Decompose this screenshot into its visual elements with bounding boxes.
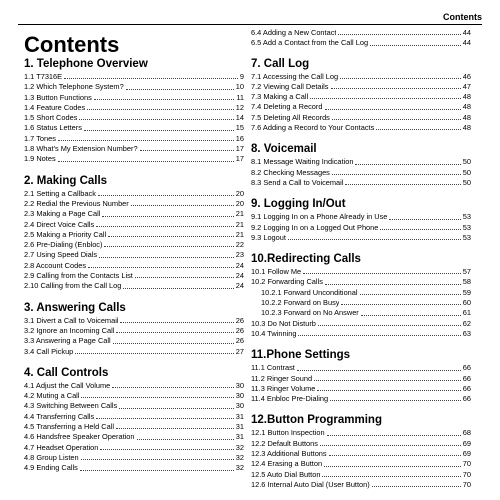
toc-entry-title: 4.7 Headset Operation bbox=[24, 442, 99, 452]
toc-continued-entries bbox=[251, 28, 471, 49]
toc-page-number: 30 bbox=[235, 391, 244, 401]
dot-leader bbox=[320, 445, 461, 446]
toc-entry[interactable] bbox=[24, 199, 244, 209]
dot-leader bbox=[96, 226, 234, 227]
dot-leader bbox=[126, 89, 234, 90]
toc-page-number: 70 bbox=[462, 469, 471, 479]
toc-page-number: 66 bbox=[462, 363, 471, 373]
toc-entry[interactable] bbox=[24, 432, 244, 442]
toc-entry[interactable] bbox=[24, 261, 244, 271]
toc-page-number: 48 bbox=[462, 92, 471, 102]
toc-page-number: 30 bbox=[235, 380, 244, 390]
toc-page-number: 66 bbox=[462, 383, 471, 393]
toc-entry-title: 12.4 Erasing a Button bbox=[251, 459, 323, 469]
toc-entry[interactable] bbox=[24, 391, 244, 401]
toc-page-number: 27 bbox=[235, 346, 244, 356]
dot-leader bbox=[87, 109, 234, 110]
toc-page-number: 58 bbox=[462, 277, 471, 287]
toc-entry[interactable] bbox=[24, 103, 244, 113]
toc-entry-title: 2.9 Calling from the Contacts List bbox=[24, 271, 133, 281]
dot-leader bbox=[370, 45, 461, 46]
dot-leader bbox=[318, 325, 461, 326]
toc-entry[interactable] bbox=[251, 102, 471, 112]
toc-entry[interactable] bbox=[251, 168, 471, 178]
dot-leader bbox=[389, 219, 460, 220]
toc-entry-title: 3.3 Answering a Page Call bbox=[24, 336, 111, 346]
toc-right-column bbox=[251, 28, 471, 490]
toc-section-heading[interactable]: 9. Logging In/Out bbox=[251, 198, 346, 211]
toc-page-number: 21 bbox=[235, 219, 244, 229]
toc-entry[interactable] bbox=[251, 329, 471, 339]
toc-entry[interactable] bbox=[251, 459, 471, 469]
toc-section-heading[interactable]: 8. Voicemail bbox=[251, 143, 317, 156]
toc-entry-title: 11.4 Enbloc Pre-Dialing bbox=[251, 394, 329, 404]
toc-entry-title: 4.6 Handsfree Speaker Operation bbox=[24, 432, 135, 442]
toc-page-number: 24 bbox=[235, 281, 244, 291]
toc-page-number: 50 bbox=[462, 177, 471, 187]
dot-leader bbox=[340, 78, 461, 79]
toc-section-heading[interactable]: 10.Redirecting Calls bbox=[251, 253, 361, 266]
dot-leader bbox=[79, 119, 233, 120]
toc-page-number: 44 bbox=[462, 38, 471, 48]
toc-page-number: 48 bbox=[462, 102, 471, 112]
toc-entry[interactable] bbox=[251, 157, 471, 167]
toc-page-number: 70 bbox=[462, 459, 471, 469]
toc-page-number: 32 bbox=[235, 442, 244, 452]
toc-entry[interactable] bbox=[251, 288, 471, 298]
toc-entry-title: 7.1 Accessing the Call Log bbox=[251, 71, 339, 81]
toc-entry-title: 2.7 Using Speed Dials bbox=[24, 250, 98, 260]
dot-leader bbox=[360, 294, 461, 295]
toc-entry-title: 6.5 Add a Contact from the Call Log bbox=[251, 38, 369, 48]
toc-entry[interactable] bbox=[24, 189, 244, 199]
toc-page-number: 44 bbox=[462, 28, 471, 37]
toc-section-heading[interactable]: 12.Button Programming bbox=[251, 414, 382, 427]
toc-entry-title: 1.7 Tones bbox=[24, 133, 56, 143]
toc-page-number: 69 bbox=[462, 438, 471, 448]
toc-entry-title: 4.1 Adjust the Call Volume bbox=[24, 380, 111, 390]
toc-entry[interactable] bbox=[251, 374, 471, 384]
dot-leader bbox=[137, 439, 234, 440]
dot-leader bbox=[140, 150, 234, 151]
toc-entry[interactable] bbox=[24, 453, 244, 463]
toc-entry-title: 1.5 Short Codes bbox=[24, 113, 78, 123]
toc-section bbox=[251, 412, 471, 490]
dot-leader bbox=[80, 470, 234, 471]
toc-entry-title: 10.1 Follow Me bbox=[251, 267, 302, 277]
toc-entry[interactable] bbox=[251, 319, 471, 329]
toc-page-number: 68 bbox=[462, 428, 471, 438]
dot-leader bbox=[329, 455, 461, 456]
toc-entry-title: 4.2 Muting a Call bbox=[24, 391, 80, 401]
toc-section-heading[interactable]: 7. Call Log bbox=[251, 57, 310, 70]
toc-entry[interactable] bbox=[24, 347, 244, 357]
dot-leader bbox=[75, 353, 233, 354]
toc-section-heading[interactable]: 3. Answering Calls bbox=[24, 301, 126, 314]
toc-entry[interactable] bbox=[24, 250, 244, 260]
toc-entry[interactable] bbox=[251, 428, 471, 438]
toc-page-number: 53 bbox=[462, 222, 471, 232]
dot-leader bbox=[376, 129, 461, 130]
toc-entry-title: 10.2.2 Forward on Busy bbox=[261, 298, 340, 308]
toc-entry[interactable] bbox=[24, 154, 244, 164]
dot-leader bbox=[135, 277, 234, 278]
dot-leader bbox=[325, 109, 461, 110]
toc-entry[interactable] bbox=[24, 463, 244, 473]
dot-leader bbox=[99, 257, 234, 258]
toc-entry[interactable] bbox=[251, 267, 471, 277]
toc-page-number: 21 bbox=[235, 209, 244, 219]
toc-page-number: 47 bbox=[462, 81, 471, 91]
toc-entry-title: 7.4 Deleting a Record bbox=[251, 102, 323, 112]
toc-entry-title: 7.6 Adding a Record to Your Contacts bbox=[251, 123, 375, 133]
toc-entry-title: 2.10 Calling from the Call Log bbox=[24, 281, 122, 291]
toc-section bbox=[251, 196, 471, 243]
toc-page-number: 66 bbox=[462, 394, 471, 404]
toc-entry[interactable] bbox=[251, 384, 471, 394]
toc-page-number: 31 bbox=[235, 411, 244, 421]
toc-entry[interactable] bbox=[24, 113, 244, 123]
toc-entry-title: 12.3 Additional Buttons bbox=[251, 449, 327, 459]
toc-entry[interactable] bbox=[24, 316, 244, 326]
toc-entry-title: 10.4 Twinning bbox=[251, 328, 297, 338]
toc-page-number: 53 bbox=[462, 212, 471, 222]
toc-page-number: 32 bbox=[235, 463, 244, 473]
toc-entry[interactable] bbox=[24, 220, 244, 230]
dot-leader bbox=[288, 239, 461, 240]
toc-entry-title: 4.4 Transferring Calls bbox=[24, 411, 95, 421]
toc-page-number: 30 bbox=[235, 401, 244, 411]
toc-entry[interactable] bbox=[24, 134, 244, 144]
toc-page-number: 22 bbox=[235, 240, 244, 250]
toc-entry-title: 1.2 Which Telephone System? bbox=[24, 82, 124, 92]
toc-entry-title: 3.4 Call Pickup bbox=[24, 346, 74, 356]
toc-page-number: 9 bbox=[239, 72, 244, 81]
toc-entry-title: 2.8 Account Codes bbox=[24, 260, 87, 270]
dot-leader bbox=[324, 466, 461, 467]
toc-page-number: 11 bbox=[236, 92, 244, 102]
dot-leader bbox=[81, 459, 234, 460]
toc-entry[interactable] bbox=[251, 277, 471, 287]
dot-leader bbox=[116, 428, 234, 429]
toc-page-number: 66 bbox=[462, 373, 471, 383]
toc-entry[interactable] bbox=[24, 123, 244, 133]
toc-entry-title: 9.2 Logging In on a Logged Out Phone bbox=[251, 222, 379, 232]
toc-entry-title: 7.2 Viewing Call Details bbox=[251, 81, 329, 91]
toc-entry[interactable] bbox=[24, 443, 244, 453]
toc-entry[interactable] bbox=[251, 72, 471, 82]
toc-page-number: 48 bbox=[462, 112, 471, 122]
toc-entry-title: 3.1 Divert a Call to Voicemail bbox=[24, 315, 119, 325]
toc-section bbox=[24, 300, 244, 357]
dot-leader bbox=[100, 449, 233, 450]
dot-leader bbox=[317, 390, 460, 391]
dot-leader bbox=[116, 332, 233, 333]
toc-page-number: 14 bbox=[235, 113, 244, 123]
toc-entry-title: 11.3 Ringer Volume bbox=[251, 383, 316, 393]
toc-page-number: 26 bbox=[235, 325, 244, 335]
dot-leader bbox=[314, 380, 461, 381]
toc-entry[interactable] bbox=[251, 113, 471, 123]
toc-entry[interactable] bbox=[251, 298, 471, 308]
toc-section bbox=[24, 56, 244, 165]
toc-entry[interactable] bbox=[24, 82, 244, 92]
toc-entry-title: 1.4 Feature Codes bbox=[24, 102, 86, 112]
toc-entry[interactable] bbox=[251, 123, 471, 133]
dot-leader bbox=[355, 164, 460, 165]
toc-page-number: 60 bbox=[462, 298, 471, 308]
toc-entry-title: 4.5 Transferring a Held Call bbox=[24, 422, 114, 432]
toc-entry-title: 9.3 Logout bbox=[251, 232, 286, 242]
dot-leader bbox=[332, 174, 461, 175]
dot-leader bbox=[332, 119, 461, 120]
toc-section bbox=[251, 347, 471, 404]
toc-entry[interactable] bbox=[251, 38, 471, 48]
toc-entry-title: 12.1 Button Inspection bbox=[251, 428, 325, 438]
toc-page-number: 24 bbox=[235, 271, 244, 281]
dot-leader bbox=[96, 418, 234, 419]
toc-page-number: 20 bbox=[235, 188, 244, 198]
dot-leader bbox=[341, 304, 460, 305]
toc-entry[interactable] bbox=[251, 470, 471, 480]
toc-section bbox=[251, 141, 471, 188]
toc-entry-title: 1.1 T7316E bbox=[24, 72, 63, 81]
toc-entry-title: 4.8 Group Listen bbox=[24, 452, 79, 462]
toc-page-number: 57 bbox=[462, 267, 471, 277]
toc-section bbox=[24, 365, 244, 474]
toc-page-number: 32 bbox=[235, 452, 244, 462]
toc-entry[interactable] bbox=[251, 480, 471, 490]
toc-entry-title: 2.1 Setting a Callback bbox=[24, 188, 96, 198]
toc-page-number: 10 bbox=[235, 82, 244, 92]
toc-page-number: 62 bbox=[462, 318, 471, 328]
toc-page-number: 50 bbox=[462, 157, 471, 167]
dot-leader bbox=[338, 34, 460, 35]
dot-leader bbox=[113, 343, 234, 344]
dot-leader bbox=[108, 236, 234, 237]
toc-entry[interactable] bbox=[24, 381, 244, 391]
toc-entry-title: 2.4 Direct Voice Calls bbox=[24, 219, 95, 229]
toc-page-number: 26 bbox=[235, 315, 244, 325]
toc-entry[interactable] bbox=[24, 240, 244, 250]
toc-left-column bbox=[24, 56, 244, 474]
dot-leader bbox=[81, 397, 233, 398]
toc-entry-title: 1.8 What's My Extension Number? bbox=[24, 144, 138, 154]
toc-entry-title: 8.3 Send a Call to Voicemail bbox=[251, 177, 344, 187]
toc-page-number: 61 bbox=[462, 308, 471, 318]
toc-entry-title: 10.2.3 Forward on No Answer bbox=[261, 308, 359, 318]
toc-entry[interactable] bbox=[251, 363, 471, 373]
toc-page-number: 63 bbox=[462, 328, 471, 338]
dot-leader bbox=[380, 229, 460, 230]
toc-entry-title: 11.2 Ringer Sound bbox=[251, 373, 313, 383]
toc-page-number: 26 bbox=[235, 336, 244, 346]
toc-entry-title: 8.1 Message Waiting Indication bbox=[251, 157, 354, 167]
toc-entry[interactable] bbox=[251, 178, 471, 188]
toc-page-number: 23 bbox=[235, 250, 244, 260]
toc-page-number: 16 bbox=[235, 133, 244, 143]
toc-page-number: 59 bbox=[462, 287, 471, 297]
toc-entry-title: 2.6 Pre-Dialing (Enbloc) bbox=[24, 240, 103, 250]
toc-page-number: 12 bbox=[235, 102, 244, 112]
toc-page-number: 69 bbox=[462, 449, 471, 459]
running-head: Contents bbox=[18, 12, 482, 25]
toc-entry[interactable] bbox=[251, 233, 471, 243]
toc-entry[interactable] bbox=[24, 401, 244, 411]
toc-entry-title: 11.1 Contrast bbox=[251, 363, 295, 373]
toc-entry-title: 2.5 Making a Priority Call bbox=[24, 229, 107, 239]
dot-leader bbox=[331, 88, 461, 89]
toc-entry-title: 10.2.1 Forward Unconditional bbox=[261, 287, 358, 297]
toc-entry[interactable] bbox=[24, 72, 244, 82]
toc-entry-title: 7.5 Deleting All Records bbox=[251, 112, 330, 122]
toc-entry[interactable] bbox=[24, 412, 244, 422]
toc-entry[interactable] bbox=[251, 212, 471, 222]
dot-leader bbox=[58, 140, 234, 141]
toc-page-number: 50 bbox=[462, 167, 471, 177]
page-title: Contents bbox=[24, 32, 120, 57]
toc-page-number: 48 bbox=[462, 123, 471, 133]
toc-entry-title: 4.9 Ending Calls bbox=[24, 463, 78, 473]
toc-entry[interactable] bbox=[24, 281, 244, 291]
dot-leader bbox=[310, 98, 461, 99]
toc-entry-title: 1.3 Button Functions bbox=[24, 92, 92, 102]
toc-section-heading[interactable]: 4. Call Controls bbox=[24, 366, 109, 379]
toc-entry[interactable] bbox=[251, 394, 471, 404]
toc-entry-title: 1.6 Status Letters bbox=[24, 123, 82, 133]
dot-leader bbox=[131, 205, 234, 206]
toc-entry-title: 10.2 Forwarding Calls bbox=[251, 277, 323, 287]
dot-leader bbox=[325, 284, 461, 285]
toc-page-number: 70 bbox=[462, 479, 471, 489]
toc-entry[interactable] bbox=[251, 223, 471, 233]
dot-leader bbox=[64, 78, 238, 79]
toc-entry[interactable] bbox=[24, 422, 244, 432]
toc-entry[interactable] bbox=[251, 449, 471, 459]
dot-leader bbox=[372, 486, 461, 487]
toc-section-heading[interactable]: 11.Phone Settings bbox=[251, 349, 351, 362]
toc-entry[interactable] bbox=[251, 439, 471, 449]
dot-leader bbox=[297, 370, 461, 371]
toc-entry[interactable] bbox=[251, 92, 471, 102]
toc-entry[interactable] bbox=[24, 336, 244, 346]
toc-section-heading[interactable]: 1. Telephone Overview bbox=[24, 58, 148, 70]
dot-leader bbox=[123, 288, 233, 289]
toc-entry[interactable] bbox=[24, 209, 244, 219]
toc-entry[interactable] bbox=[251, 28, 471, 38]
dot-leader bbox=[345, 184, 460, 185]
toc-page-number: 24 bbox=[235, 260, 244, 270]
dot-leader bbox=[298, 335, 460, 336]
toc-entry-title: 6.4 Adding a New Contact bbox=[251, 28, 337, 37]
toc-entry-title: 12.2 Default Buttons bbox=[251, 438, 318, 448]
dot-leader bbox=[120, 322, 233, 323]
toc-entry-title: 4.3 Switching Between Calls bbox=[24, 401, 118, 411]
dot-leader bbox=[112, 387, 233, 388]
dot-leader bbox=[330, 400, 461, 401]
toc-page-number: 17 bbox=[235, 144, 244, 154]
toc-entry[interactable] bbox=[24, 271, 244, 281]
toc-page-number: 46 bbox=[462, 71, 471, 81]
toc-entry-title: 8.2 Checking Messages bbox=[251, 167, 330, 177]
dot-leader bbox=[322, 476, 460, 477]
dot-leader bbox=[94, 99, 235, 100]
toc-page-number: 53 bbox=[462, 232, 471, 242]
toc-page-number: 31 bbox=[235, 432, 244, 442]
toc-entry-title: 1.9 Notes bbox=[24, 154, 56, 164]
dot-leader bbox=[303, 273, 461, 274]
toc-entry[interactable] bbox=[251, 308, 471, 318]
toc-entry-title: 2.3 Making a Page Call bbox=[24, 209, 101, 219]
dot-leader bbox=[84, 130, 234, 131]
dot-leader bbox=[102, 216, 233, 217]
toc-entry[interactable] bbox=[24, 230, 244, 240]
toc-page-number: 31 bbox=[235, 422, 244, 432]
dot-leader bbox=[98, 195, 234, 196]
toc-section bbox=[251, 251, 471, 339]
toc-right-sections bbox=[251, 56, 471, 491]
toc-entry-title: 10.3 Do Not Disturb bbox=[251, 318, 316, 328]
dot-leader bbox=[361, 315, 461, 316]
toc-page-number: 17 bbox=[235, 154, 244, 164]
toc-page-number: 20 bbox=[235, 198, 244, 208]
dot-leader bbox=[58, 161, 234, 162]
dot-leader bbox=[104, 246, 233, 247]
toc-section bbox=[251, 56, 471, 134]
dot-leader bbox=[88, 267, 234, 268]
toc-section bbox=[24, 173, 244, 292]
toc-entry-title: 3.2 Ignore an Incoming Call bbox=[24, 325, 115, 335]
toc-page-number: 15 bbox=[235, 123, 244, 133]
toc-page-number: 21 bbox=[235, 229, 244, 239]
toc-entry[interactable] bbox=[24, 326, 244, 336]
toc-entry-title: 2.2 Redial the Previous Number bbox=[24, 198, 129, 208]
toc-entry-title: 12.5 Auto Dial Button bbox=[251, 469, 321, 479]
dot-leader bbox=[119, 408, 234, 409]
toc-entry[interactable] bbox=[24, 144, 244, 154]
toc-entry[interactable] bbox=[24, 93, 244, 103]
toc-entry-title: 12.6 Internal Auto Dial (User Button) bbox=[251, 479, 370, 489]
dot-leader bbox=[327, 435, 461, 436]
toc-entry-title: 7.3 Making a Call bbox=[251, 92, 309, 102]
toc-entry[interactable] bbox=[251, 82, 471, 92]
toc-entry-title: 9.1 Logging In on a Phone Already in Use bbox=[251, 212, 388, 222]
toc-section-heading[interactable]: 2. Making Calls bbox=[24, 174, 108, 187]
